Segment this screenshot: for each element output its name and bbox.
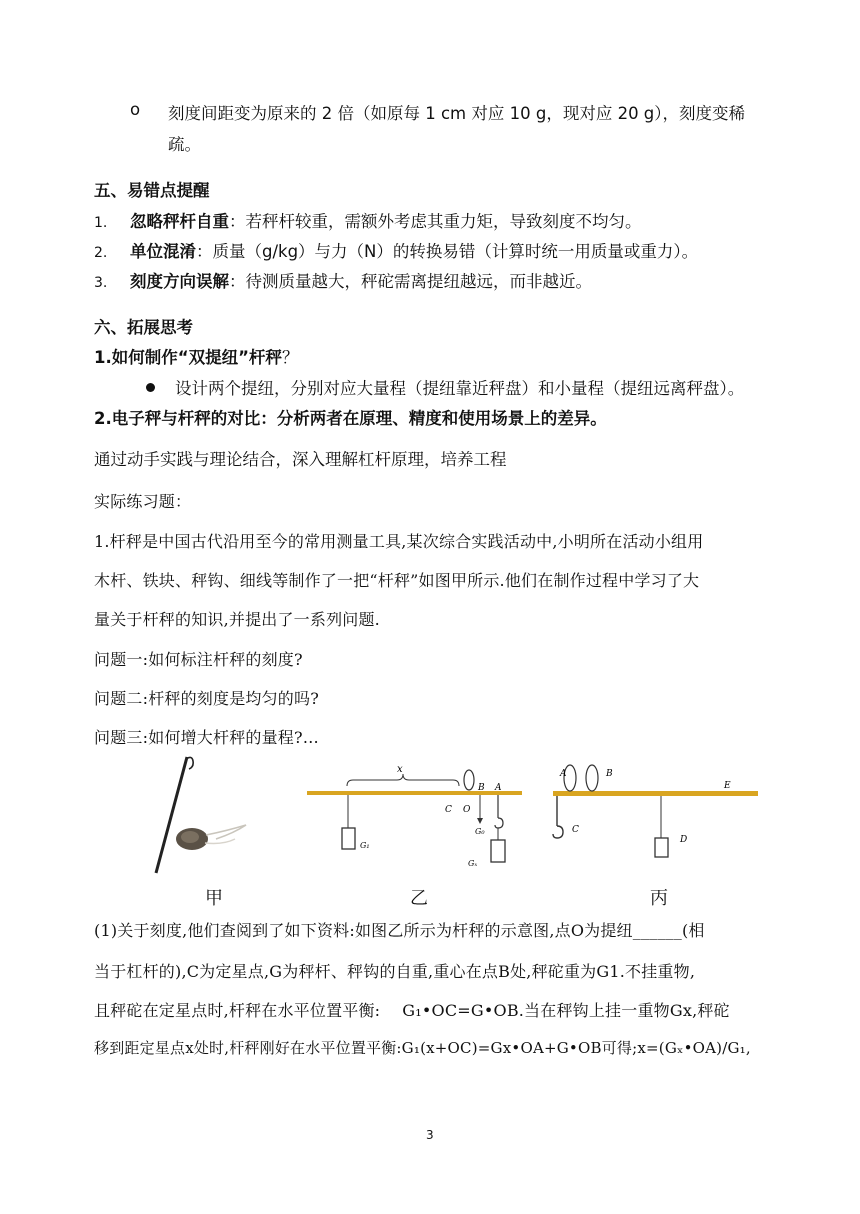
practice-p2-line4: 移到距定星点x处时,杆秤刚好在水平位置平衡:G₁(x+OC)=Gx•OA+G•OB可得;x=(Gₓ•OA)/G₁,	[94, 1039, 751, 1057]
bullet-text: 设计两个提纽，分别对应大量程（提纽靠近秤盘）和小量程（提纽远离秤盘）。	[175, 379, 745, 398]
question-bold: 2.电子秤与杆秤的对比	[94, 409, 261, 428]
practice-p2-line2: 当于杠杆的),C为定星点,G为秤杆、秤钩的自重,重心在点B处,秤砣重为G1.不挂重物,	[94, 962, 696, 981]
label-g1: G₁	[360, 841, 370, 850]
item-bold: 单位混淆	[130, 242, 196, 261]
practice-p1-line1: 1.杆秤是中国古代沿用至今的常用测量工具,某次综合实践活动中,小明所在活动小组用	[94, 532, 704, 551]
practice-heading: 实际练习题：	[94, 492, 192, 511]
item-num: 2.	[94, 245, 108, 261]
bullet-line-1: 刻度间距变为原来的 2 倍（如原每 1 cm 对应 10 g，现对应 20 g），刻度变稀	[168, 104, 746, 123]
text-b: G₁•OC=G•OB.当在秤钩上挂一重物Gx,秤砣	[402, 1001, 730, 1020]
extension-question-1	[94, 344, 298, 368]
extension-bullet	[146, 375, 744, 399]
text-a: 且秤砣在定星点时,杆秤在水平位置平衡:	[94, 1001, 381, 1020]
figure-label-bing: 丙	[650, 888, 668, 909]
section-5-title: 五、易错点提醒	[94, 181, 210, 200]
question-bold: 1.如何制作“双提纽”杆秤	[94, 348, 282, 367]
item-text: ：质量（g/kg）与力（N）的转换易错（计算时统一用质量或重力）。	[196, 242, 699, 261]
label-a: A	[560, 769, 567, 779]
practice-p1-line3: 量关于杆秤的知识,并提出了一系列问题.	[94, 610, 380, 629]
label-gx: Gₓ	[468, 859, 478, 868]
label-g0: G₀	[475, 827, 485, 836]
figure-label-yi: 乙	[410, 888, 428, 909]
label-o: O	[463, 805, 471, 815]
item-num: 1.	[94, 215, 108, 231]
item-text: ：若秤杆较重，需额外考虑其重力矩，导致刻度不均匀。	[229, 212, 642, 231]
label-b: B	[606, 769, 613, 779]
section-6-title: 六、拓展思考	[94, 318, 193, 337]
label-e: E	[724, 781, 731, 791]
question-tail: ？	[281, 348, 299, 367]
label-x: x	[397, 764, 403, 775]
error-item-1	[94, 208, 642, 232]
label-c: C	[445, 805, 452, 815]
item-num: 3.	[94, 275, 108, 291]
bullet-marker: o	[130, 100, 141, 119]
page-number: 3	[426, 1128, 434, 1142]
bullet-dot-icon	[146, 383, 155, 392]
item-bold: 刻度方向误解	[130, 272, 229, 291]
practice-question-2: 问题二:杆秤的刻度是均匀的吗?	[94, 689, 319, 708]
practice-p2-line3	[94, 998, 730, 1021]
practice-question-1: 问题一:如何标注杆秤的刻度?	[94, 650, 303, 669]
label-d: D	[680, 835, 688, 845]
label-a: A	[495, 783, 502, 793]
extension-question-2	[94, 405, 607, 429]
practice-p1-line2: 木杆、铁块、秤钩、细线等制作了一把“杆秤”如图甲所示.他们在制作过程中学习了大	[94, 571, 700, 590]
figure-yi	[305, 760, 525, 880]
practice-question-3: 问题三:如何增大杆秤的量程?…	[94, 728, 319, 747]
figure-jia	[150, 755, 260, 875]
item-bold: 忽略秤杆自重	[130, 212, 229, 231]
summary-text: 通过动手实践与理论结合，深入理解杠杆原理，培养工程	[94, 450, 507, 469]
question-text: ：分析两者在原理、精度和使用场景上的差异。	[260, 409, 607, 428]
error-item-3	[94, 268, 592, 292]
practice-p2-line1: (1)关于刻度,他们查阅到了如下资料:如图乙所示为杆秤的示意图,点O为提纽______(相	[94, 921, 705, 940]
error-item-2	[94, 238, 698, 262]
item-text: ：待测质量越大，秤砣需离提纽越远，而非越近。	[229, 272, 592, 291]
label-c: C	[572, 825, 579, 835]
label-b: B	[478, 783, 485, 793]
figure-bing	[548, 760, 768, 870]
bullet-line-2: 疏。	[168, 135, 201, 154]
figure-label-jia: 甲	[205, 888, 223, 909]
